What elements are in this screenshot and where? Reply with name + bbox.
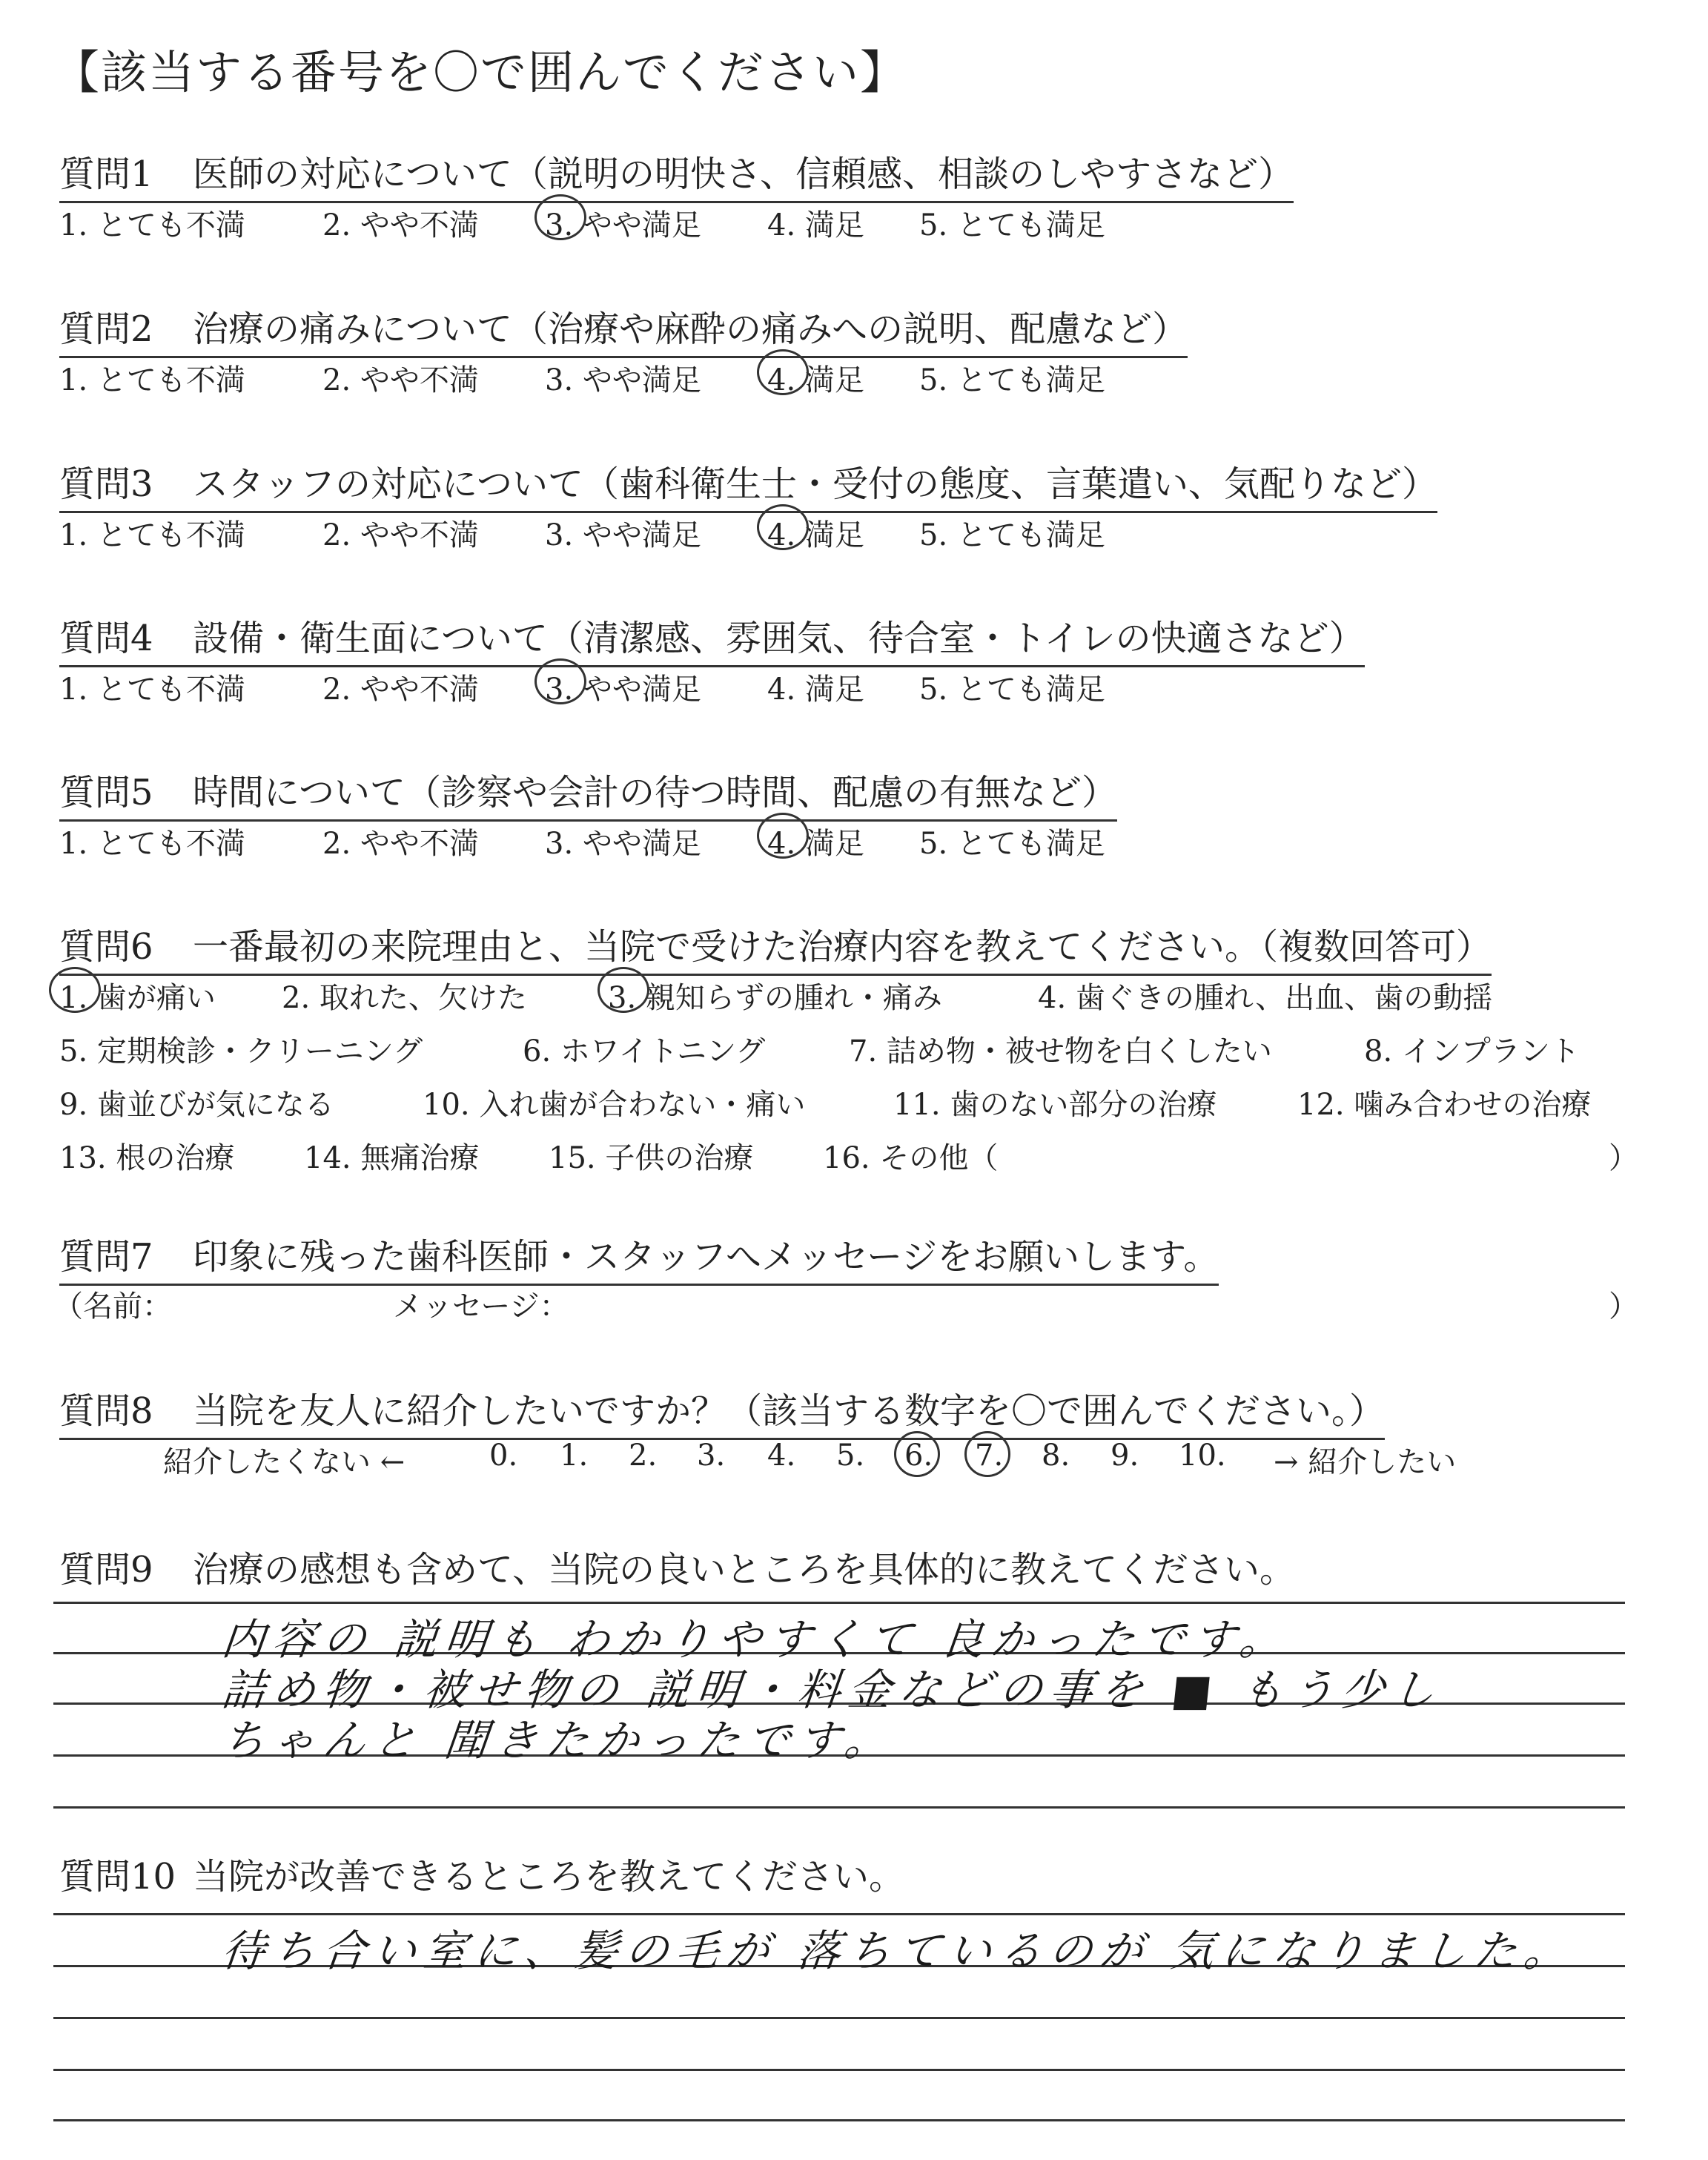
selection-circle xyxy=(757,349,809,395)
option-2[interactable]: 2. やや不満 xyxy=(322,208,479,242)
option-5[interactable]: 5. とても満足 xyxy=(919,518,1105,552)
scale-value-7[interactable]: 7. xyxy=(975,1439,1003,1473)
question-text: 印象に残った歯科医師・スタッフへメッセージをお願いします。 xyxy=(193,1236,1219,1278)
question-number: 質問9 xyxy=(59,1549,153,1591)
option-3[interactable]: 3. やや満足 xyxy=(545,518,701,552)
question-text: 治療の痛みについて（治療や麻酔の痛みへの説明、配慮など） xyxy=(193,308,1188,350)
answer-line xyxy=(53,1602,1625,1604)
scale-left-label: 紹介したくない ← xyxy=(163,1445,406,1479)
reason-option-13[interactable]: 13. 根の治療 xyxy=(59,1141,235,1175)
scale-value-5[interactable]: 5. xyxy=(836,1439,865,1473)
selection-circle xyxy=(964,1431,1010,1477)
answer-line xyxy=(53,2069,1625,2071)
question-text: 医師の対応について（説明の明快さ、信頼感、相談のしやすさなど） xyxy=(193,153,1294,195)
question-number: 質問8 xyxy=(59,1390,153,1432)
reason-option-15[interactable]: 15. 子供の治療 xyxy=(549,1141,754,1175)
answer-line xyxy=(53,2119,1625,2121)
option-1[interactable]: 1. とても不満 xyxy=(59,518,245,552)
option-2[interactable]: 2. やや不満 xyxy=(322,827,479,861)
scale-value-8[interactable]: 8. xyxy=(1042,1439,1070,1473)
option-3[interactable]: 3. やや満足 xyxy=(545,202,701,244)
question-text: 治療の感想も含めて、当院の良いところを具体的に教えてください。 xyxy=(193,1549,1296,1591)
reason-option-7[interactable]: 7. 詰め物・被せ物を白くしたい xyxy=(849,1034,1272,1069)
reason-option-4[interactable]: 4. 歯ぐきの腫れ、出血、歯の動揺 xyxy=(1038,981,1493,1015)
reason-option-14[interactable]: 14. 無痛治療 xyxy=(304,1141,480,1175)
reason-option-8[interactable]: 8. インプラント xyxy=(1364,1034,1580,1069)
selection-circle xyxy=(894,1431,940,1477)
option-1[interactable]: 1. とても不満 xyxy=(59,673,245,707)
question-number: 質問6 xyxy=(59,926,153,968)
option-4[interactable]: 4. 満足 xyxy=(767,208,864,242)
name-label: （名前： xyxy=(53,1289,172,1324)
question-title xyxy=(59,1228,1219,1286)
scale-value-2[interactable]: 2. xyxy=(629,1439,658,1473)
question-title xyxy=(59,918,1492,976)
option-3[interactable]: 3. やや満足 xyxy=(545,827,701,861)
selection-circle xyxy=(598,967,649,1013)
scale-value-4[interactable]: 4. xyxy=(767,1439,796,1473)
question-number: 質問3 xyxy=(59,463,153,505)
scale-right-label: → 紹介したい xyxy=(1274,1445,1457,1479)
handwritten-answer-line-2: 詰め物・被せ物の 説明・料金などの事を ■ もう少し xyxy=(219,1665,1446,1715)
option-5[interactable]: 5. とても満足 xyxy=(919,208,1105,242)
option-1[interactable]: 1. とても不満 xyxy=(59,208,245,242)
option-1[interactable]: 1. とても不満 xyxy=(59,363,245,397)
option-2[interactable]: 2. やや不満 xyxy=(322,673,479,707)
question-text: 一番最初の来院理由と、当院で受けた治療内容を教えてください。（複数回答可） xyxy=(193,926,1492,968)
selection-circle xyxy=(757,504,809,550)
option-1[interactable]: 1. とても不満 xyxy=(59,827,245,861)
reason-option-12[interactable]: 12. 噛み合わせの治療 xyxy=(1297,1088,1592,1122)
question-title xyxy=(59,455,1437,513)
scale-value-3[interactable]: 3. xyxy=(697,1439,726,1473)
question-text: スタッフの対応について（歯科衛生士・受付の態度、言葉遣い、気配りなど） xyxy=(193,463,1438,505)
option-4[interactable]: 4. 満足 xyxy=(767,820,864,862)
scale-value-1[interactable]: 1. xyxy=(560,1439,589,1473)
reason-option-2[interactable]: 2. 取れた、欠けた xyxy=(282,981,527,1015)
question-text: 当院が改善できるところを教えてください。 xyxy=(193,1856,905,1898)
reason-option-9[interactable]: 9. 歯並びが気になる xyxy=(59,1088,334,1122)
answer-line xyxy=(53,2017,1625,2019)
option-4[interactable]: 4. 満足 xyxy=(767,512,864,554)
other-close-paren: ） xyxy=(1609,1141,1638,1175)
reason-option-16[interactable]: 16. その他（ xyxy=(823,1141,999,1175)
question-title xyxy=(59,145,1294,203)
selection-circle xyxy=(534,194,586,240)
scale-value-0[interactable]: 0. xyxy=(489,1439,518,1473)
question-title xyxy=(59,764,1117,822)
reason-option-11[interactable]: 11. 歯のない部分の治療 xyxy=(893,1088,1217,1122)
question-text: 設備・衛生面について（清潔感、雰囲気、待合室・トイレの快適さなど） xyxy=(193,618,1365,659)
question-number: 質問10 xyxy=(59,1856,176,1898)
handwritten-answer-line-3: ちゃんと 聞きたかったです。 xyxy=(219,1715,898,1766)
question-number: 質問2 xyxy=(59,308,153,350)
page-title: 【該当する番号を〇で囲んでください】 xyxy=(53,45,908,99)
option-5[interactable]: 5. とても満足 xyxy=(919,827,1105,861)
question-title xyxy=(59,300,1188,358)
question-title xyxy=(59,1848,904,1903)
option-5[interactable]: 5. とても満足 xyxy=(919,363,1105,397)
question-number: 質問4 xyxy=(59,618,153,659)
reason-option-1[interactable]: 1. 歯が痛い xyxy=(59,974,216,1017)
question-text: 時間について（診察や会計の待つ時間、配慮の有無など） xyxy=(193,772,1118,813)
question-title xyxy=(59,1382,1385,1440)
answer-line xyxy=(53,1806,1625,1809)
reason-option-10[interactable]: 10. 入れ歯が合わない・痛い xyxy=(423,1088,806,1122)
option-4[interactable]: 4. 満足 xyxy=(767,673,864,707)
message-close-paren: ） xyxy=(1609,1289,1638,1324)
selection-circle xyxy=(49,967,101,1013)
question-title xyxy=(59,610,1365,667)
scale-value-6[interactable]: 6. xyxy=(904,1439,933,1473)
answer-line xyxy=(53,1913,1625,1915)
question-title xyxy=(59,1541,1295,1596)
option-2[interactable]: 2. やや不満 xyxy=(322,518,479,552)
scale-value-10[interactable]: 10. xyxy=(1179,1439,1226,1473)
reason-option-3[interactable]: 3. 親知らずの腫れ・痛み xyxy=(608,974,942,1017)
question-number: 質問7 xyxy=(59,1236,153,1278)
scale-value-9[interactable]: 9. xyxy=(1110,1439,1139,1473)
handwritten-answer-line-1: 待ち合い室に、髪の毛が 落ちているのが 気になりました。 xyxy=(219,1926,1578,1976)
reason-option-5[interactable]: 5. 定期検診・クリーニング xyxy=(59,1034,423,1069)
option-2[interactable]: 2. やや不満 xyxy=(322,363,479,397)
question-text: 当院を友人に紹介したいですか？（該当する数字を〇で囲んでください。） xyxy=(193,1390,1386,1432)
question-number: 質問5 xyxy=(59,772,153,813)
message-label: メッセージ： xyxy=(393,1289,569,1324)
handwritten-answer-line-1: 内容の 説明も わかりやすくて 良かったです。 xyxy=(219,1614,1293,1665)
option-4[interactable]: 4. 満足 xyxy=(767,357,864,399)
selection-circle xyxy=(534,658,586,704)
question-number: 質問1 xyxy=(59,153,153,195)
option-3[interactable]: 3. やや満足 xyxy=(545,666,701,708)
selection-circle xyxy=(757,813,809,859)
reason-option-6[interactable]: 6. ホワイトニング xyxy=(523,1034,766,1069)
option-3[interactable]: 3. やや満足 xyxy=(545,363,701,397)
option-5[interactable]: 5. とても満足 xyxy=(919,673,1105,707)
